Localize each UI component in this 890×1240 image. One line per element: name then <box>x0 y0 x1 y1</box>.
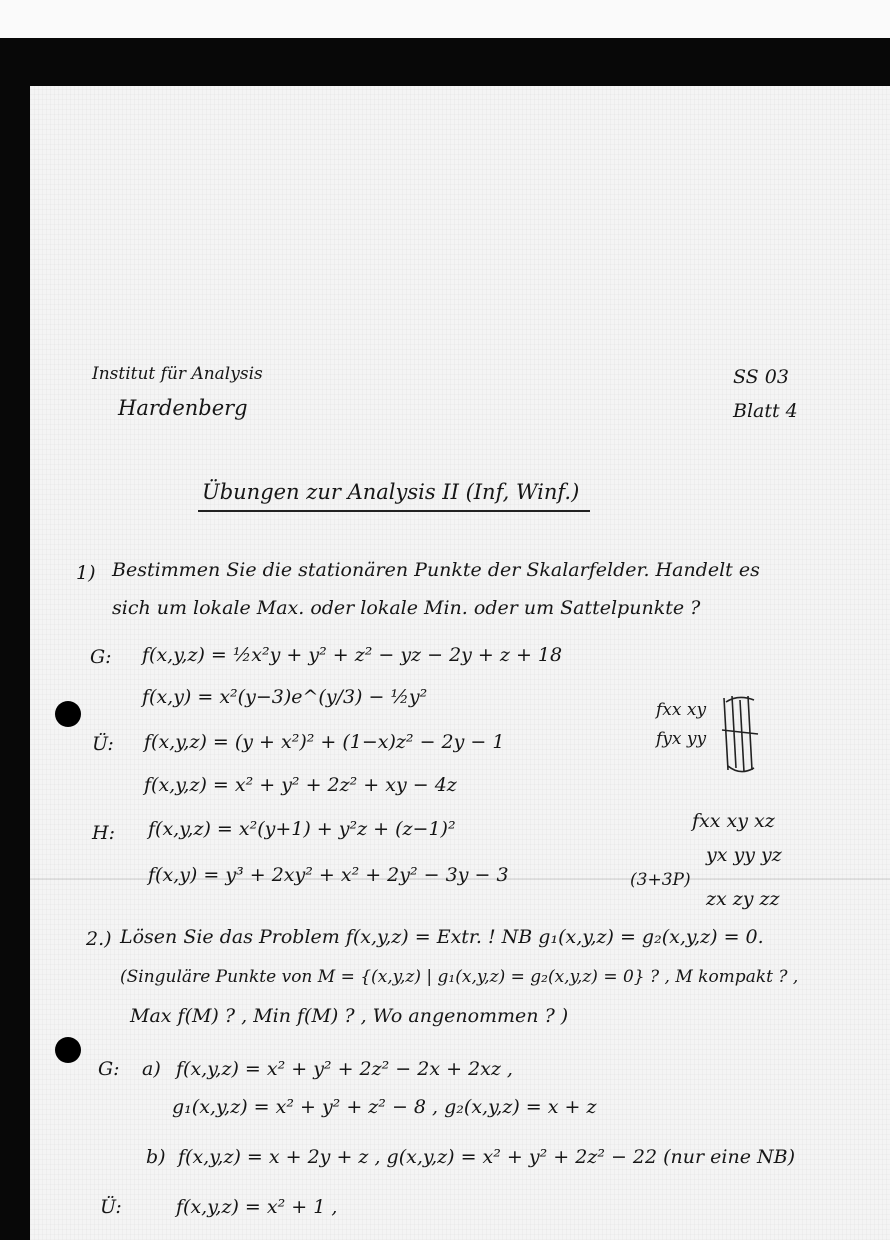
scan-border-left <box>0 38 30 1240</box>
exercise2-text-line3: Max f(M) ? , Min f(M) ? , Wo angenommen ? ) <box>130 1005 569 1027</box>
institute-label: Institut für Analysis <box>92 364 263 384</box>
exercise1-g-function-1: f(x,y,z) = ½x²y + y² + z² − yz − 2y + z + 18 <box>142 644 563 666</box>
exercise1-u-function-2: f(x,y,z) = x² + y² + 2z² + xy − 4z <box>144 774 457 796</box>
exercise2-text-line1: Lösen Sie das Problem f(x,y,z) = Extr. ! NB g₁(x,y,z) = g₂(x,y,z) = 0. <box>120 926 764 948</box>
exercise1-text-line1: Bestimmen Sie die stationären Punkte der Skalarfelder. Handelt es <box>112 559 760 581</box>
punch-hole-upper <box>55 701 81 727</box>
semester-label: SS 03 <box>733 366 789 388</box>
scan-top-margin <box>0 0 890 40</box>
title-underline <box>198 510 590 512</box>
person-name: Hardenberg <box>118 396 248 420</box>
scribble-mark <box>718 690 762 776</box>
exercise2-u-label: Ü: <box>100 1196 122 1218</box>
hessian-3x3-row3: zx zy zz <box>706 888 780 910</box>
exercise1-u-function-1: f(x,y,z) = (y + x²)² + (1−x)z² − 2y − 1 <box>144 731 505 753</box>
exercise2-text-line2: (Singuläre Punkte von M = {(x,y,z) | g₁(x,y,z) = g₂(x,y,z) = 0} ? , M kompakt ? , <box>120 967 799 987</box>
exercise1-h-function-1: f(x,y,z) = x²(y+1) + y²z + (z−1)² <box>148 818 456 840</box>
exercise2-part-b-label: b) <box>146 1146 166 1168</box>
hessian-3x3-row2: yx yy yz <box>706 844 782 866</box>
exercise2-a-function: f(x,y,z) = x² + y² + 2z² − 2x + 2xz , <box>176 1058 513 1080</box>
punch-hole-lower <box>55 1037 81 1063</box>
exercise2-b-function-and-constraint: f(x,y,z) = x + 2y + z , g(x,y,z) = x² + y² + 2z² − 22 (nur eine NB) <box>178 1146 795 1168</box>
scan-border-top <box>0 38 890 86</box>
exercise1-number: 1) <box>76 562 96 584</box>
exercise2-u-function: f(x,y,z) = x² + 1 , <box>176 1196 338 1218</box>
exercise1-h-function-2: f(x,y) = y³ + 2xy² + x² + 2y² − 3y − 3 <box>148 864 509 886</box>
exercise1-text-line2: sich um lokale Max. oder lokale Min. oder um Sattelpunkte ? <box>112 597 701 619</box>
exercise1-g-function-2: f(x,y) = x²(y−3)e^(y/3) − ½y² <box>142 686 428 708</box>
hessian-3x3-row1: fxx xy xz <box>692 810 775 832</box>
exercise2-part-a-label: a) <box>142 1058 161 1080</box>
exercise2-number: 2.) <box>86 928 112 950</box>
exercise2-a-constraints: g₁(x,y,z) = x² + y² + z² − 8 , g₂(x,y,z) = x + z <box>172 1096 597 1118</box>
hessian-2x2-row2: fyx yy <box>656 729 707 749</box>
group-label-g: G: <box>90 646 112 668</box>
exercise1-points: (3+3P) <box>630 870 691 890</box>
hessian-2x2-row1: fxx xy <box>656 700 707 720</box>
exercise2-g-label: G: <box>98 1058 120 1080</box>
group-label-h: H: <box>92 822 115 844</box>
sheet-label: Blatt 4 <box>733 400 798 422</box>
page-title: Übungen zur Analysis II (Inf, Winf.) <box>202 480 580 504</box>
group-label-u: Ü: <box>92 733 114 755</box>
